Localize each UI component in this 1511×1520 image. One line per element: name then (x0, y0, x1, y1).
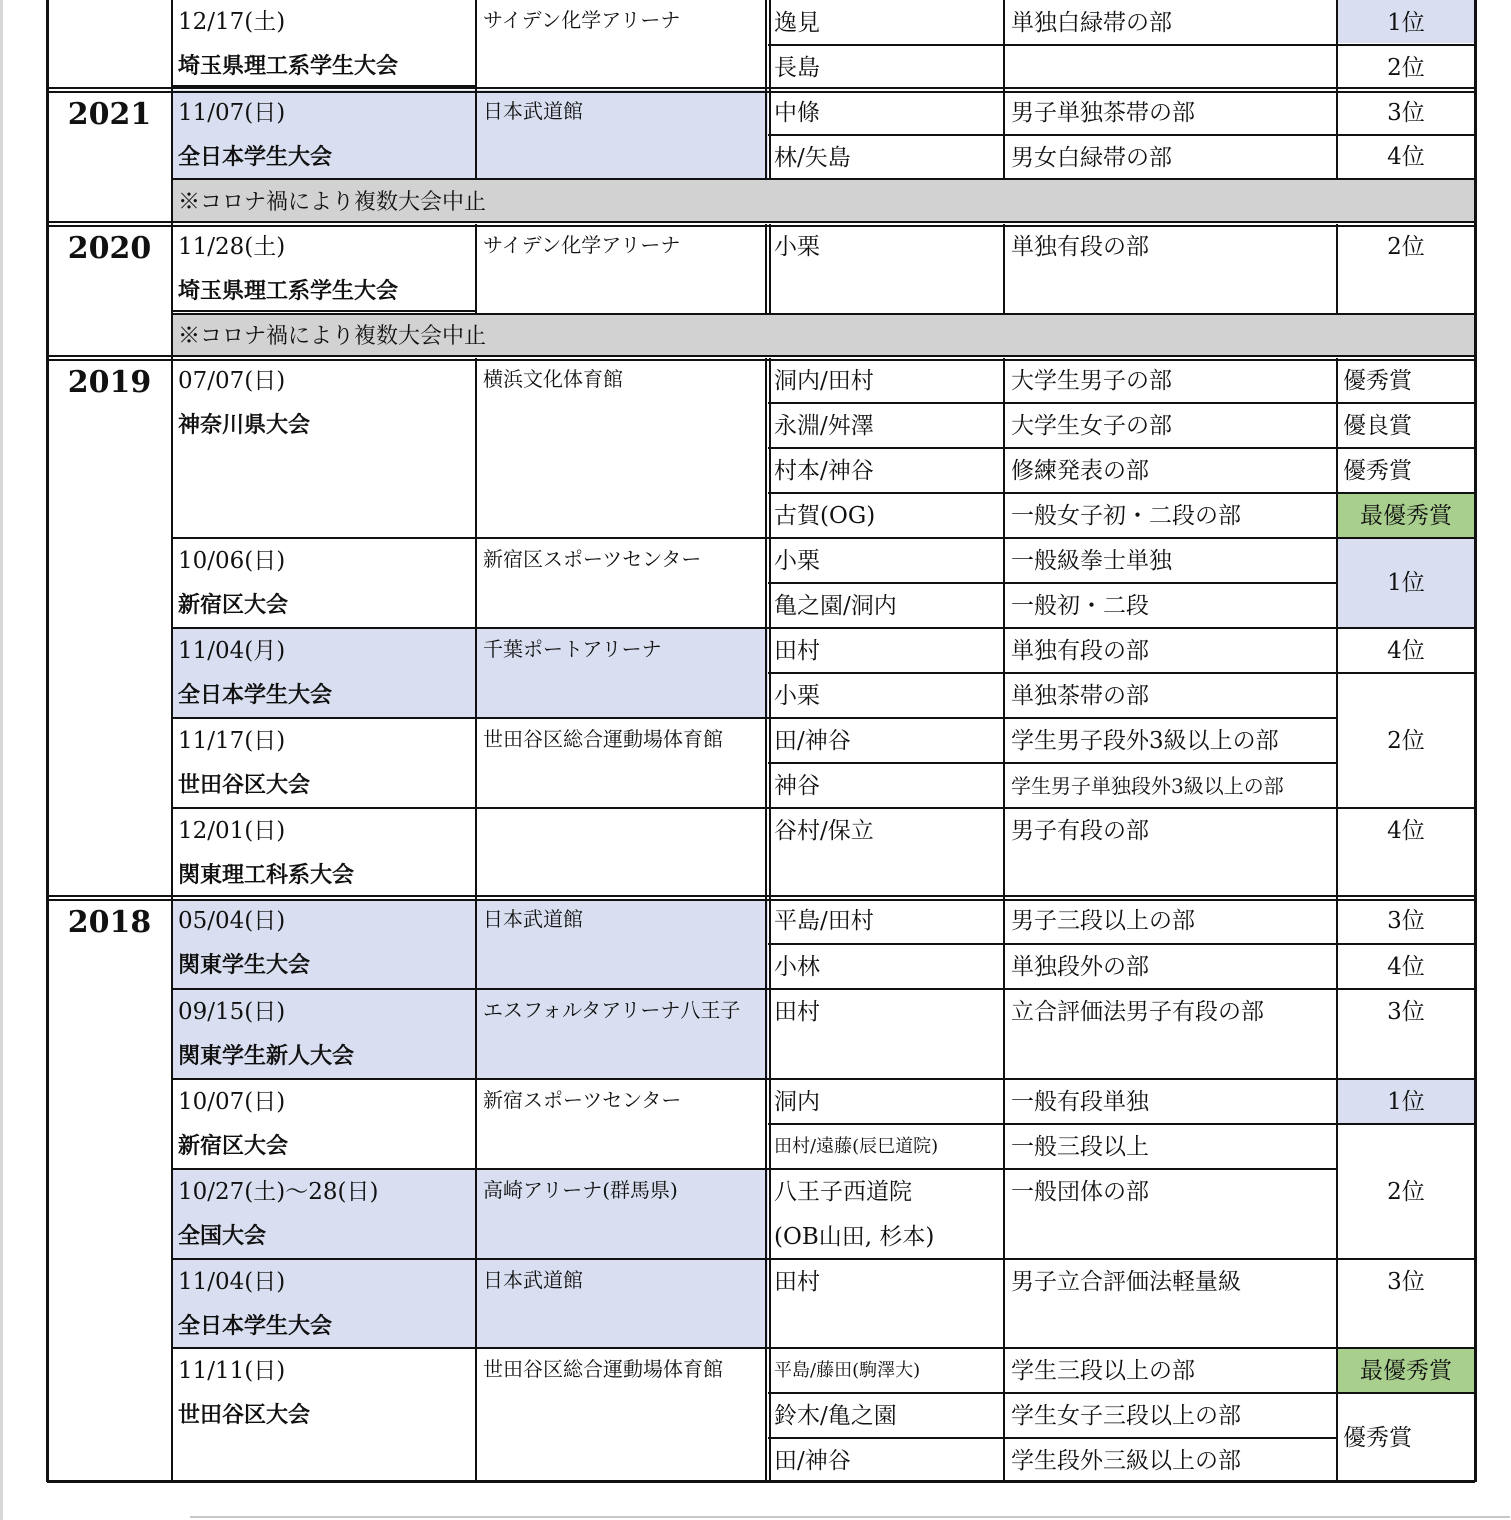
grid-line (1004, 1123, 1337, 1125)
entry-event: 単独白緑帯の部 (1011, 10, 1172, 36)
competition-venue: 日本武道館 (483, 1268, 583, 1292)
entry-member: 永淵/舛澤 (774, 413, 874, 439)
entry-event: 大学生女子の部 (1011, 413, 1172, 439)
competition-date: 10/06(日) (178, 548, 286, 574)
rank-value: 4位 (1387, 818, 1425, 844)
grid-line (768, 988, 1004, 990)
competition-venue: 日本武道館 (483, 99, 583, 123)
entry-member: 平島/藤田(駒澤大) (774, 1360, 921, 1381)
grid-line (1004, 988, 1337, 990)
grid-line (768, 1392, 1004, 1394)
entry-event: 立合評価法男子有段の部 (1011, 999, 1264, 1025)
grid-line (1337, 627, 1475, 629)
grid-line (1337, 134, 1475, 136)
grid-line (1004, 1437, 1337, 1439)
competition-date: 05/04(日) (178, 908, 286, 934)
grid-line (47, 355, 1475, 357)
grid-line (1336, 0, 1338, 179)
competition-date: 10/27(土)～28(日) (178, 1179, 379, 1205)
grid-line (1004, 582, 1337, 584)
grid-line (1336, 224, 1338, 314)
grid-line (1337, 1078, 1475, 1080)
entry-event: 学生男子段外3級以上の部 (1011, 728, 1279, 754)
competition-name: 埼玉県理工系学生大会 (178, 54, 399, 79)
grid-line (172, 807, 768, 809)
grid-line (1004, 134, 1337, 136)
grid-line (769, 224, 771, 314)
grid-line (475, 358, 477, 1482)
grid-line (768, 134, 1004, 136)
competition-date: 12/17(土) (178, 9, 286, 35)
entry-event: 単独有段の部 (1011, 638, 1149, 664)
grid-line (1337, 988, 1475, 990)
note-text: ※コロナ禍により複数大会中止 (178, 324, 487, 349)
grid-line (47, 895, 1475, 897)
rank-value: 3位 (1387, 999, 1425, 1025)
grid-line (1004, 762, 1337, 764)
entry-member: 田村 (774, 638, 820, 664)
grid-line (1004, 1258, 1337, 1260)
entry-member: 洞内 (774, 1089, 820, 1115)
competition-name: 世田谷区大会 (178, 773, 311, 798)
entry-member: 逸見 (774, 10, 820, 36)
competition-date: 11/04(月) (178, 638, 286, 664)
grid-line (1004, 402, 1337, 404)
entry-member: 古賀(OG) (774, 503, 876, 529)
grid-line (1004, 627, 1337, 629)
page-bottom-rule (190, 1516, 1510, 1518)
entry-member: 平島/田村 (774, 908, 874, 934)
entry-member: 小栗 (774, 548, 820, 574)
competition-name: 世田谷区大会 (178, 1403, 311, 1428)
rank-value: 優秀賞 (1343, 368, 1412, 394)
entry-event: 男子立合評価法軽量級 (1011, 1269, 1241, 1295)
year-2021: 2021 (67, 97, 152, 132)
entry-event: 大学生男子の部 (1011, 368, 1172, 394)
grid-line (1337, 447, 1475, 449)
grid-line (1004, 44, 1337, 46)
grid-line (1004, 1078, 1337, 1080)
grid-line (769, 898, 771, 1482)
competition-name: 全日本学生大会 (178, 145, 333, 170)
competition-date: 10/07(日) (178, 1089, 286, 1115)
grid-line (1337, 492, 1475, 494)
entry-event: 男子単独茶帯の部 (1011, 100, 1195, 126)
grid-line (768, 492, 1004, 494)
grid-line (769, 0, 771, 179)
entry-event: 学生女子三段以上の部 (1011, 1403, 1241, 1429)
grid-line (1337, 943, 1475, 945)
grid-line (1337, 1347, 1475, 1349)
competition-name: 神奈川県大会 (178, 413, 311, 438)
grid-line (1003, 224, 1005, 314)
grid-line (172, 1078, 768, 1080)
grid-line (1004, 1347, 1337, 1349)
grid-line (1337, 537, 1475, 539)
grid-line (1003, 898, 1005, 1482)
grid-line (768, 717, 1004, 719)
grid-line (172, 178, 1475, 180)
grid-line (172, 310, 476, 312)
competition-name: 埼玉県理工系学生大会 (178, 279, 399, 304)
competition-name: 全日本学生大会 (178, 1314, 333, 1339)
entry-member: 中條 (774, 100, 820, 126)
rank-value: 1位 (1387, 570, 1425, 596)
competition-venue: 千葉ポートアリーナ (483, 637, 662, 661)
grid-line (475, 224, 477, 314)
competition-venue: 高崎アリーナ(群馬県) (483, 1178, 678, 1202)
grid-line (1337, 402, 1475, 404)
competition-venue: 日本武道館 (483, 907, 583, 931)
entry-event: 男子三段以上の部 (1011, 908, 1195, 934)
grid-line (172, 1168, 768, 1170)
rank-value: 2位 (1387, 1179, 1425, 1205)
grid-line (47, 359, 1475, 361)
grid-line (768, 627, 1004, 629)
competition-venue: 新宿スポーツセンター (483, 1088, 682, 1112)
rank-value: 優良賞 (1343, 413, 1412, 439)
grid-line (1336, 898, 1338, 1482)
grid-line (768, 44, 1004, 46)
competition-date: 11/11(日) (178, 1358, 286, 1384)
entry-member: 小林 (774, 954, 820, 980)
rank-value: 2位 (1387, 234, 1425, 260)
entry-event: 一般女子初・二段の部 (1011, 503, 1241, 529)
grid-line (1004, 807, 1337, 809)
rank-value: 優秀賞 (1343, 458, 1412, 484)
grid-line (1337, 44, 1475, 46)
note-text: ※コロナ禍により複数大会中止 (178, 190, 487, 215)
year-2018: 2018 (67, 905, 152, 940)
entry-member: 田村/遠藤(辰巳道院) (774, 1136, 939, 1157)
rank-value: 最優秀賞 (1360, 503, 1452, 529)
grid-line (1004, 447, 1337, 449)
rank-value: 3位 (1387, 100, 1425, 126)
entry-event: 修練発表の部 (1011, 458, 1149, 484)
grid-line (768, 1347, 1004, 1349)
rank-value: 優秀賞 (1343, 1425, 1412, 1451)
year-2019: 2019 (67, 365, 152, 400)
grid-line (172, 988, 768, 990)
competition-venue: 世田谷区総合運動場体育館 (483, 727, 723, 751)
grid-line (475, 0, 477, 90)
entry-member: 田/神谷 (774, 728, 851, 754)
grid-line (47, 91, 1475, 93)
grid-line (172, 1347, 768, 1349)
entry-member: 林/矢島 (774, 145, 851, 171)
rank-value: 3位 (1387, 1269, 1425, 1295)
rank-value: 4位 (1387, 638, 1425, 664)
grid-line (1337, 672, 1475, 674)
competition-venue: 横浜文化体育館 (483, 367, 623, 391)
grid-line (768, 943, 1004, 945)
entry-event: 学生段外三級以上の部 (1011, 1448, 1241, 1474)
competition-venue: サイデン化学アリーナ (483, 233, 681, 257)
competition-name: 関東学生新人大会 (178, 1044, 355, 1069)
entry-event: 単独段外の部 (1011, 954, 1149, 980)
entry-event: 学生三段以上の部 (1011, 1358, 1195, 1384)
grid-line (1004, 672, 1337, 674)
rank-value: 4位 (1387, 954, 1425, 980)
competition-venue: エスフォルタアリーナ八王子 (483, 998, 741, 1022)
entry-member: 神谷 (774, 773, 820, 799)
competition-name: 新宿区大会 (178, 1134, 289, 1159)
entry-member: 長島 (774, 55, 820, 81)
grid-line (172, 537, 768, 539)
entry-member: 村本/神谷 (774, 458, 874, 484)
competition-name: 関東理工科系大会 (178, 863, 355, 888)
entry-event: 一般級拳士単独 (1011, 548, 1172, 574)
entry-member: 小栗 (774, 683, 820, 709)
competition-date: 09/15(日) (178, 999, 286, 1025)
grid-line (47, 1480, 1475, 1483)
rank-value: 1位 (1387, 1089, 1425, 1115)
rank-value: 最優秀賞 (1360, 1358, 1452, 1384)
entry-event (1004, 46, 1337, 90)
competition-venue: 新宿区スポーツセンター (483, 547, 702, 571)
grid-line (765, 0, 767, 179)
grid-line (1337, 1258, 1475, 1260)
competition-venue: サイデン化学アリーナ (483, 8, 681, 32)
entry-member: 鈴木/亀之園 (774, 1403, 897, 1429)
competition-name: 関東学生大会 (178, 953, 311, 978)
entry-member: 田村 (774, 1269, 820, 1295)
entry-event: 一般団体の部 (1011, 1179, 1149, 1205)
entry-event: 単独有段の部 (1011, 234, 1149, 260)
entry-event: 男女白緑帯の部 (1011, 145, 1172, 171)
grid-line (47, 221, 1475, 223)
grid-line (768, 1437, 1004, 1439)
competition-date: 11/04(日) (178, 1269, 286, 1295)
entry-event: 男子有段の部 (1011, 818, 1149, 844)
grid-line (768, 402, 1004, 404)
competition-date: 11/28(土) (178, 234, 286, 260)
grid-line (768, 447, 1004, 449)
grid-line (1003, 0, 1005, 179)
grid-line (172, 1258, 768, 1260)
rank-value: 2位 (1387, 728, 1425, 754)
competition-name: 新宿区大会 (178, 593, 289, 618)
grid-line (768, 1168, 1004, 1170)
grid-line (172, 85, 476, 87)
grid-line (1337, 807, 1475, 809)
grid-line (1337, 1392, 1475, 1394)
entry-member: 小栗 (774, 234, 820, 260)
grid-line (172, 313, 1475, 315)
grid-line (47, 87, 1475, 89)
competition-date: 11/17(日) (178, 728, 286, 754)
entry-event: 一般三段以上 (1011, 1134, 1149, 1160)
entry-member: 谷村/保立 (774, 818, 874, 844)
grid-line (47, 899, 1475, 901)
grid-line (765, 224, 767, 314)
grid-line (172, 627, 768, 629)
grid-line (768, 582, 1004, 584)
grid-line (768, 807, 1004, 809)
entry-event: 一般初・二段 (1011, 593, 1149, 619)
grid-line (475, 90, 477, 179)
entry-member: 田村 (774, 999, 820, 1025)
entry-member-note: (OB山田, 杉本) (774, 1224, 935, 1250)
grid-line (768, 672, 1004, 674)
grid-line (768, 1258, 1004, 1260)
rank-value: 4位 (1387, 144, 1425, 170)
grid-line (768, 1078, 1004, 1080)
competition-date: 12/01(日) (178, 818, 286, 844)
grid-line (1004, 492, 1337, 494)
competition-venue: 世田谷区総合運動場体育館 (483, 1357, 723, 1381)
grid-line (1004, 943, 1337, 945)
grid-line (172, 717, 768, 719)
grid-line (1004, 1168, 1337, 1170)
entry-member: 田/神谷 (774, 1448, 851, 1474)
entry-event: 一般有段単独 (1011, 1089, 1149, 1115)
grid-line (768, 537, 1004, 539)
entry-member: 亀之園/洞内 (774, 593, 897, 619)
grid-line (768, 762, 1004, 764)
rank-value: 1位 (1387, 10, 1425, 36)
competition-venue (476, 809, 768, 853)
competition-date: 07/07(日) (178, 368, 286, 394)
grid-line (1004, 537, 1337, 539)
rank-value: 3位 (1387, 908, 1425, 934)
grid-line (765, 898, 767, 1482)
year-2020: 2020 (67, 231, 152, 266)
competition-name: 全日本学生大会 (178, 683, 333, 708)
grid-line (768, 1123, 1004, 1125)
entry-member: 八王子西道院 (774, 1179, 912, 1205)
rank-value: 2位 (1387, 55, 1425, 81)
entry-event: 単独茶帯の部 (1011, 683, 1149, 709)
competition-date: 11/07(日) (178, 100, 286, 126)
grid-line (1337, 1123, 1475, 1125)
grid-line (47, 225, 1475, 227)
grid-line (1004, 717, 1337, 719)
competition-name: 全国大会 (178, 1224, 267, 1249)
entry-member: 洞内/田村 (774, 368, 874, 394)
grid-line (1004, 1392, 1337, 1394)
entry-event: 学生男子単独段外3級以上の部 (1011, 774, 1284, 798)
